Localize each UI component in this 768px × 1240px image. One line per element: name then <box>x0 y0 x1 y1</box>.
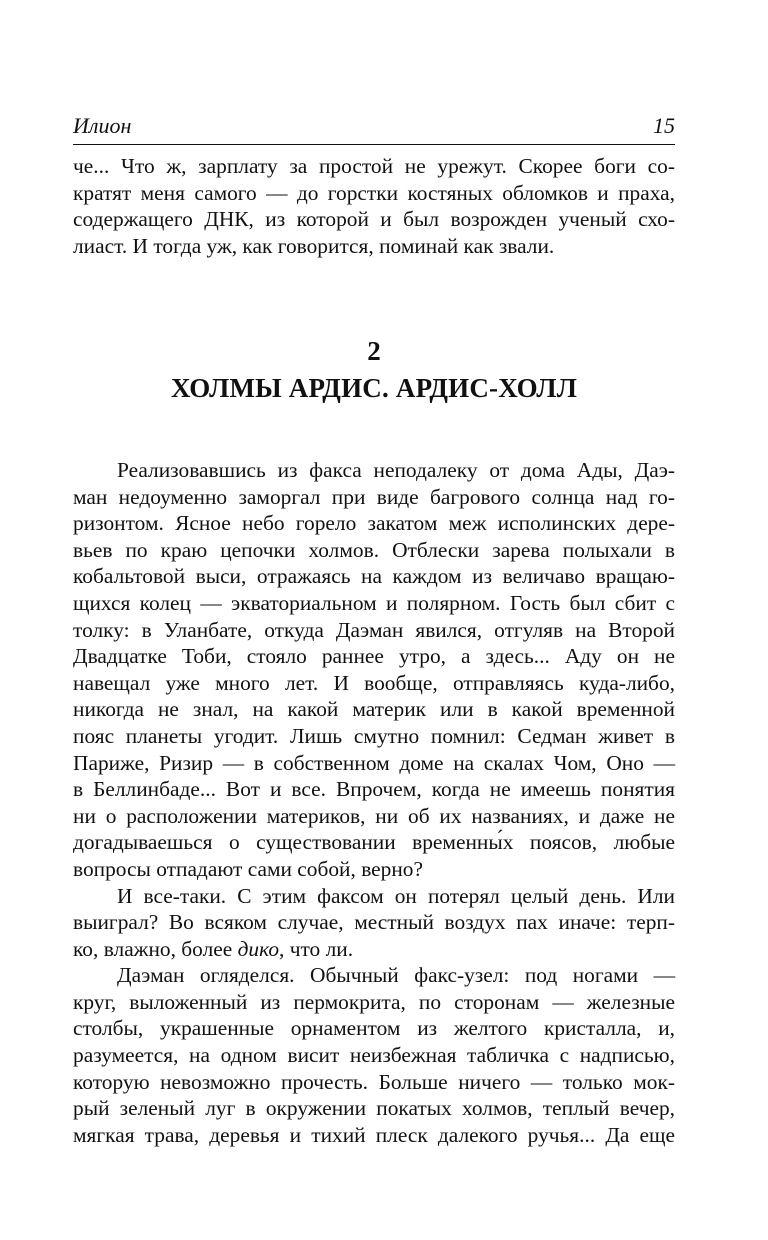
text-line: Двадцатке Тоби, стояло раннее утро, а здесь... Аду он не <box>73 644 675 669</box>
text-line: которую невозможно прочесть. Больше ничего — только мок- <box>73 1069 675 1094</box>
top-paragraph <box>73 153 675 259</box>
chapter-body <box>73 457 675 1148</box>
text-line: мягкая трава, деревья и тихий плеск далекого ручья... Да еще <box>73 1122 675 1147</box>
page-number: 15 <box>653 113 675 138</box>
text-line <box>73 936 675 963</box>
chapter-number: 2 <box>367 336 381 366</box>
text-line: в Беллинбаде... Вот и все. Впрочем, когда не имеешь понятия <box>73 777 675 802</box>
header-rule <box>73 144 675 145</box>
text-line: рый зеленый луг в окружении покатых холмов, теплый вечер, <box>73 1096 675 1121</box>
text-line: толку: в Уланбате, откуда Даэман явился, отгуляв на Второй <box>73 617 675 642</box>
text-line: лиаст. И тогда уж, как говорится, поминай как звали. <box>73 233 555 258</box>
text-line: Даэман огляделся. Обычный факс-узел: под ногами — <box>117 963 675 988</box>
text-line: кратят меня самого — до горстки костяных обломков и праха, <box>73 180 675 205</box>
book-title: Илион <box>73 113 132 138</box>
chapter-title: ХОЛМЫ АРДИС. АРДИС-ХОЛЛ <box>170 373 578 403</box>
text-line: навещал уже много лет. И вообще, отправляясь куда-либо, <box>73 670 675 695</box>
text-line: вопросы отпадают сами собой, верно? <box>73 856 423 881</box>
text-line: вьев по краю цепочки холмов. Отблески зарева полыхали в <box>73 537 675 562</box>
text-line: разумеется, на одном висит неизбежная табличка с надписью, <box>73 1043 675 1068</box>
text-line: столбы, украшенные орнаментом из желтого кристалла, и, <box>73 1016 675 1041</box>
text-line: кобальтовой выси, отражаясь на каждом из величаво вращаю- <box>73 564 675 589</box>
text-run: ко, влажно, более <box>73 936 238 961</box>
text-line: щихся колец — экваториальном и полярном. Гость был сбит с <box>73 590 675 615</box>
text-run: , что ли. <box>279 936 354 961</box>
text-line: че... Что ж, зарплату за простой не урежут. Скорее боги со- <box>73 154 675 178</box>
text-line: Реализовавшись из факса неподалеку от дома Ады, Даэ- <box>117 458 675 482</box>
text-line: никогда не знал, на какой материк или в какой временной <box>73 697 675 722</box>
text-line: пояс планеты угодит. Лишь смутно помнил: Седман живет в <box>73 723 675 748</box>
text-line: ни о расположении материков, ни об их названиях, и даже не <box>73 803 675 828</box>
text-line: содержащего ДНК, из которой и был возрожден ученый схо- <box>73 207 675 232</box>
text-line: ризонтом. Ясное небо горело закатом меж исполинских дере- <box>73 511 675 536</box>
text-line: ман недоуменно заморгал при виде багрового солнца над го- <box>73 484 675 509</box>
text-line: Париже, Ризир — в собственном доме на скалах Чом, Оно — <box>73 750 675 775</box>
text-line: догадываешься о существовании временны́х поясов, любые <box>73 830 675 855</box>
text-line: И все-таки. С этим факсом он потерял целый день. Или <box>117 883 675 908</box>
text-line: круг, выложенный из пермокрита, по сторонам — железные <box>73 989 675 1014</box>
text-line: выиграл? Во всяком случае, местный воздух пах иначе: терп- <box>73 910 675 935</box>
running-head <box>73 113 675 139</box>
emphasized-word: дико <box>237 936 280 961</box>
